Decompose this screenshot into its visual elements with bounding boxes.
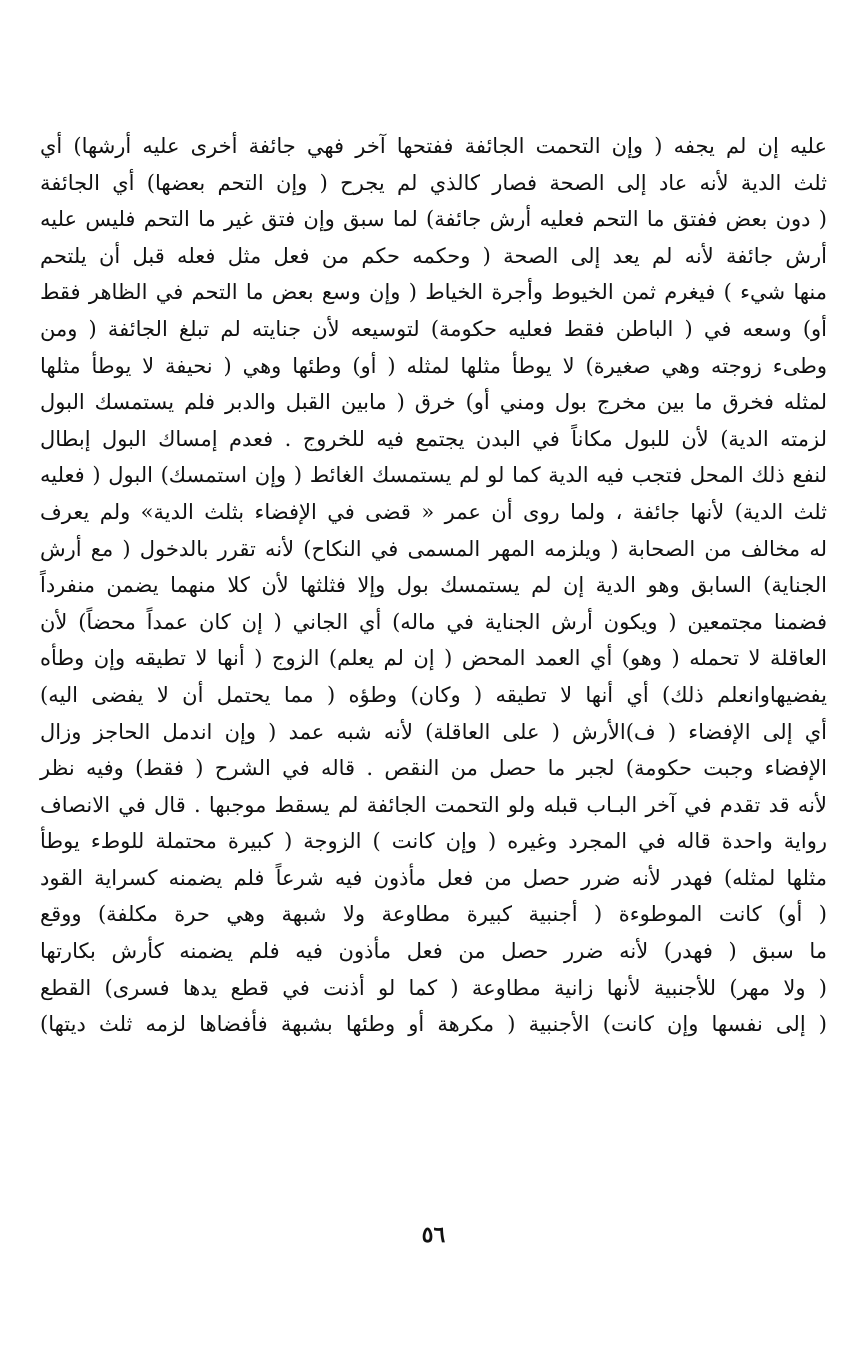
text-line: ما سبق ( فهدر) لأنه ضرر حصل من فعل مأذون فيه فلم يضمنه كأرش بكارتها [40, 939, 827, 964]
text-line: ثلث الدية لأنه عاد إلى الصحة فصار كالذي لم يجرح ( وإن التحم بعضها) أي الجائفة [40, 170, 827, 195]
text-line: العاقلة لا تحمله ( وهو) أي العمد المحض ( إن لم يعلم) الزوج ( أنها لا تطيقه وإن وطأه [40, 646, 827, 671]
text-line: ( ولا مهر) للأجنبية لأنها زانية مطاوعة ( كما لو أذنت في قطع يدها فسرى) القطع [40, 975, 827, 1000]
text-line: منها شيء ) فيغرم ثمن الخيوط وأجرة الخياط ( وإن وسع بعض ما التحم في الظاهر فقط [40, 280, 827, 305]
text-line: لنفع ذلك المحل فتجب فيه الدية كما لو لم يستمسك الغائط ( وإن استمسك) البول ( فعليه [40, 463, 827, 488]
text-line: الجناية) السابق وهو الدية إن لم يستمسك بول وإلا فثلثها لأن كلا منهما يضمن منفرداً [40, 573, 827, 598]
text-line: ( أو) كانت الموطوءة ( أجنبية كبيرة مطاوعة ولا شبهة وهي حرة مكلفة) ووقع [40, 902, 827, 927]
text-line: رواية واحدة قاله في المجرد وغيره ( وإن كانت ) الزوجة ( كبيرة محتملة للوطء يوطأ [40, 829, 827, 854]
page-body-text [40, 128, 827, 1043]
text-line: له مخالف من الصحابة ( ويلزمه المهر المسمى في النكاح) لأنه تقرر بالدخول ( مع أرش [40, 536, 827, 561]
text-line: أي إلى الإفضاء ( ف)الأرش ( على العاقلة) لأنه شبه عمد ( وإن اندمل الحاجز وزال [40, 719, 827, 744]
text-line: أرش جائفة لأنه لم يعد إلى الصحة ( وحكمه حكم من فعل مثل فعله قبل أن يلتحم [40, 243, 827, 268]
text-line: لمثله فخرق ما بين مخرج بول ومني أو) خرق ( مابين القبل والدبر فلم يستمسك البول [40, 390, 827, 415]
page-number: ٥٦ [421, 1222, 446, 1248]
text-line: يفضيهاوانعلم ذلك) أي أنها لا تطيقه ( وكان) وطؤه ( مما يحتمل أن لا يفضى اليه) [40, 682, 827, 707]
text-line: عليه إن لم يجفه ( وإن التحمت الجائفة ففتحها آخر فهي جائفة أخرى عليه أرشها) أي [40, 134, 827, 158]
text-line: لأنه قد تقدم في آخر البـاب قبله ولو التحمت الجائفة لم يسقط موجبها . قال في الانصاف [40, 792, 827, 817]
text-line: مثلها لمثله) فهدر لأنه ضرر حصل من فعل مأذون فيه شرعاً فلم يضمنه كسراية القود [40, 865, 827, 890]
text-line: لزمته الدية) لأن للبول مكاناً في البدن يجتمع فيه للخروج . فعدم إمساك البول إبطال [40, 426, 827, 451]
text-line: ( دون بعض ففتق ما التحم فعليه أرش جائفة) لما سبق وإن فتق غير ما التحم فليس عليه [40, 207, 827, 232]
text-line: وطىء زوجته وهي صغيرة) لا يوطأ مثلها لمثله ( أو) وطئها وهي ( نحيفة لا يوطأ مثلها [40, 353, 827, 378]
text-line: ثلث الدية) لأنها جائفة ، ولما روى أن عمر « قضى في الإفضاء بثلث الدية» ولم يعرف [40, 499, 827, 524]
text-line: الإفضاء وجبت حكومة) لجبر ما حصل من النقص . قاله في الشرح ( فقط) وفيه نظر [40, 756, 827, 781]
text-line: أو) وسعه في ( الباطن فقط فعليه حكومة) لتوسيعه لأن جنايته لم تبلغ الجائفة ( ومن [40, 316, 827, 341]
text-line: فضمنا مجتمعين ( ويكون أرش الجناية في ماله) أي الجاني ( إن كان عمداً محضاً) لأن [40, 609, 827, 634]
text-line: ( إلى نفسها وإن كانت) الأجنبية ( مكرهة أو وطئها بشبهة فأفضاها لزمه ثلث ديتها) [40, 1012, 827, 1037]
